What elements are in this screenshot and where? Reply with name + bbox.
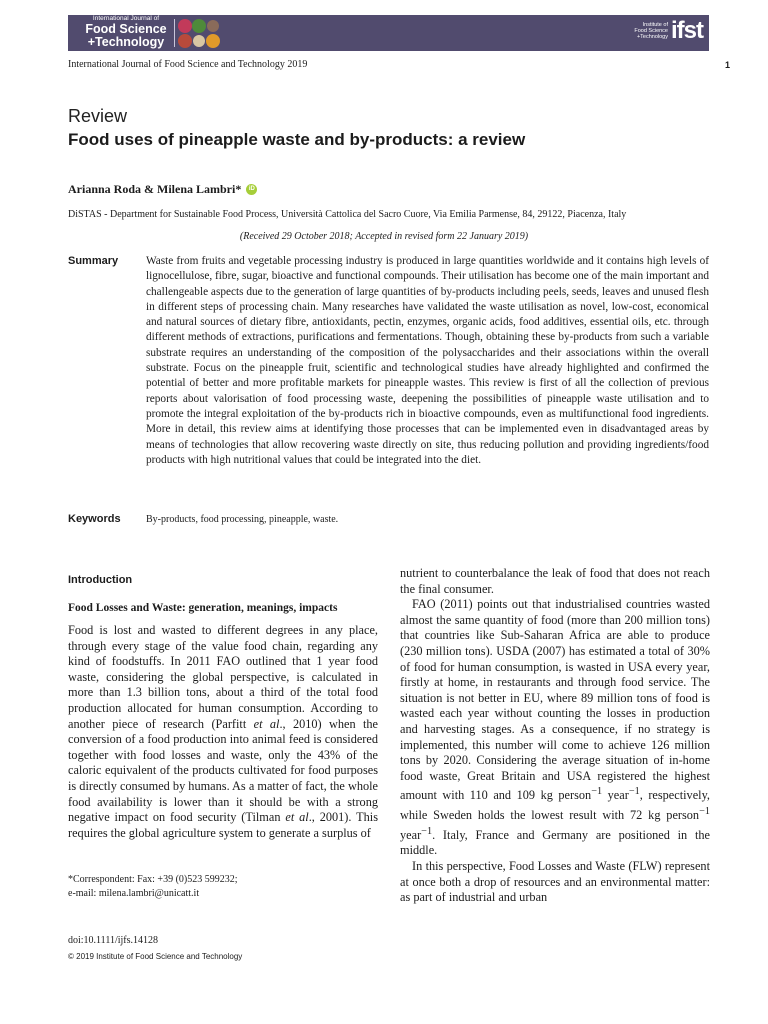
body-paragraph-left [68, 623, 378, 841]
correspondent-footnote [68, 873, 238, 901]
page-number: 1 [724, 60, 730, 70]
banner-food-images-icon [176, 17, 220, 49]
body-paragraph: In this perspective, Food Losses and Waste (FLW) represent at once both a drop of resources and an environmental matter: as part of industrial and urban [400, 858, 710, 905]
section-heading: Introduction [68, 574, 133, 586]
ifst-logo-small-3: +Technology [636, 34, 668, 41]
text-run: year [602, 788, 629, 803]
text-run: et al [285, 810, 309, 825]
journal-banner [68, 15, 709, 51]
keywords-text: By-products, food processing, pineapple, waste. [146, 514, 339, 525]
article-title: Food uses of pineapple waste and by-products: a review [68, 130, 526, 149]
text-run: ., 2010) when the conversion of a food production into animal feed is considered together with food losses and waste, only the 43% of the caloric equivalent of the products cultivated for food purposes is directly consumed by humans. As a matter of fact, the whole food availability is lower than it should be with a strong negative impact on food security (Tilman [68, 716, 379, 825]
banner-divider [174, 19, 175, 47]
ifst-logo-small-2: Food Science [634, 27, 668, 34]
journal-logo-small: International Journal of [92, 15, 160, 22]
text-run: year [400, 827, 422, 842]
text-run: Food is lost and wasted to different degrees in any place, through every stage of the value food chain, regarding any kind of foodstuffs. In 2011 FAO outlined that 1 year food waste, considering the global perspective, is calculated in more than 1.3 billion tons, about a third of the total food production allocated for human consumption. According to another piece of research (Parfitt [68, 623, 378, 731]
doi[interactable]: doi:10.1111/ijfs.14128 [68, 935, 158, 946]
superscript: −1 [591, 786, 603, 798]
body-paragraph: nutrient to counterbalance the leak of food that does not reach the final consumer. [400, 566, 710, 596]
affiliation: DiSTAS - Department for Sustainable Food Process, Università Cattolica del Sacro Cuore, Via Emilia Parmense, 84, 29122, Piacenza, Italy [68, 209, 627, 220]
journal-logo-line2: +Technology [87, 34, 165, 49]
journal-logo [76, 16, 176, 49]
footnote-fax: *Correspondent: Fax: +39 (0)523 599232; [68, 874, 238, 885]
superscript: −1 [699, 806, 710, 817]
orcid-icon[interactable]: iD [246, 184, 257, 195]
ifst-logo [634, 19, 703, 43]
text-run: . Italy, France and Germany are positioned in the middle. [400, 827, 710, 858]
journal-logo-line1: Food Science [85, 21, 167, 36]
body-column-right [400, 566, 710, 906]
authors-line [68, 182, 257, 197]
superscript: −1 [628, 786, 640, 798]
text-run: et al [253, 716, 280, 731]
summary-label: Summary [68, 255, 119, 267]
ifst-logo-text: ifst [671, 17, 703, 44]
running-head: International Journal of Food Science and Technology 2019 [68, 59, 308, 70]
summary-text: Waste from fruits and vegetable processing industry is produced in large quantities worldwide and it contains high levels of lignocellulose, fibre, sugar, bioactive and functional compounds. Their utilisation has become one of the main important and challengeable aspects due to the generation of large quantities of by-products including peels, seeds, leaves and unused flesh in different steps of processing chain. Many researches have validated the waste utilisation as novel, low-cost, economical and natural sources of dietary fibre, antioxidants, pectin, enzymes, organic acids, food additives, essential oils, etc. through different methods of extractions, purifications and fermentations. Though, obtaining these by-products from such a variable substrate requires an understanding of the composition of the polysaccharides and their associations within the overall substrate. Focus on the pineapple fruit, scientific and technological studies have already highlighted and confirmed the potential of better and more profitable markets for pineapple wastes. This review is first of all the collection of previous reports about valorisation of food processing waste, deepening the possibilities of pineapple waste utilisation and to promote the integral exploitation of the by-products rich in bioactive compounds, even as multifunctional food ingredients. More in detail, this review aims at identifying those processes that can be implemented even in disadvantaged areas by means of technologies that allow recovering waste directly on site, thus reducing pollution and providing ingredients/food products with high nutritional values that could be integrated into the diet. [146, 255, 709, 466]
keywords-label: Keywords [68, 513, 121, 525]
text-run: ., 2001). This requires the global agriculture system to generate a surplus of [68, 810, 379, 840]
text-run: FAO (2011) points out that industrialised countries wasted almost the same quantity of food (more than 200 million tons) that countries like Sub-Saharan Africa are able to produce (230 million tons). USDA (2007) has estimated a total of 30% of food for human consumption, is wasted in USA every year, firstly at home, in restaurants and through food service. The situation is not better in EU, where 89 million tons of food is wasted each year without counting the losses in production and harvesting stages. As a consequence, if no strategy is implemented, this number will come to achieve 126 million tons by 2020. Considering the average situation of in-home food waste, Great Britain and USA registered the highest amount with 110 and 109 kg person [400, 597, 710, 803]
footnote-email[interactable]: e-mail: milena.lambri@unicatt.it [68, 888, 200, 899]
ifst-logo-small-1: Institute of [642, 21, 668, 28]
superscript: −1 [421, 825, 433, 837]
received-dates: (Received 29 October 2018; Accepted in revised form 22 January 2019) [239, 231, 529, 242]
text-run: , respectively, while Sweden holds the lowest result with 72 kg person [400, 788, 711, 823]
article-type: Review [68, 106, 128, 126]
authors: Arianna Roda & Milena Lambri* [68, 182, 242, 196]
subsection-heading: Food Losses and Waste: generation, meanings, impacts [68, 602, 338, 614]
body-paragraph [400, 597, 710, 859]
copyright: © 2019 Institute of Food Science and Technology [68, 952, 243, 961]
